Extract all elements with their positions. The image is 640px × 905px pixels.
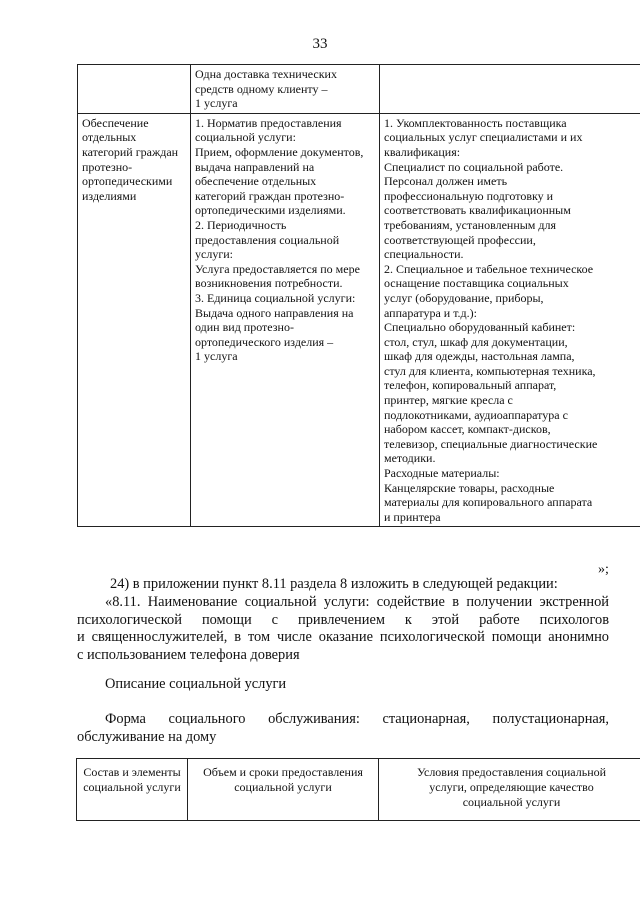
- header-line: услуги, определяющие качество: [429, 780, 594, 794]
- cell-line: выдача направлений на: [195, 159, 315, 174]
- header-line: Состав и элементы: [83, 765, 181, 779]
- table-row: [78, 113, 640, 527]
- cell-line: отдельных: [82, 130, 137, 145]
- header-line: социальной услуги: [462, 795, 561, 809]
- table-header-cell: [379, 759, 640, 821]
- service-name-paragraph: [77, 594, 609, 664]
- cell-line: стул для клиента, компьютерная техника,: [384, 363, 596, 378]
- cell-line: набором кассет, компакт-дисков,: [384, 422, 551, 437]
- cell-line: 3. Единица социальной услуги:: [195, 290, 356, 305]
- cell-line: Персонал должен иметь: [384, 174, 508, 189]
- cell-line: категорий граждан протезно-: [195, 188, 345, 203]
- paragraph-line: и священнослужителей, в том числе оказание психологической помощи анонимно: [77, 629, 609, 645]
- paragraph-line: с использованием телефона доверия: [77, 646, 300, 663]
- paragraph-line: обслуживание на дому: [77, 728, 217, 745]
- paragraph-line: 24) в приложении пункт 8.11 раздела 8 изложить в следующей редакции:: [110, 576, 558, 592]
- service-form-paragraph: [77, 711, 609, 746]
- cell-line: средств одному клиенту –: [195, 81, 328, 96]
- cell-line: телевизор, специальные диагностические: [384, 436, 598, 451]
- cell-line: предоставления социальной: [195, 232, 340, 247]
- cell-line: обеспечение отдельных: [195, 174, 317, 189]
- heading-text: Описание социальной услуги: [105, 676, 287, 692]
- cell-line: специальности.: [384, 247, 464, 262]
- cell-line: Обеспечение: [82, 115, 149, 130]
- cell-line: принтер, мягкие кресла с: [384, 393, 513, 408]
- cell-line: возникновения потребности.: [195, 276, 343, 291]
- cell-line: и принтера: [384, 509, 441, 524]
- cell-line: Специально оборудованный кабинет:: [384, 320, 576, 335]
- cell-line: 1. Норматив предоставления: [195, 115, 342, 130]
- cell-line: ортопедического изделия –: [195, 334, 334, 349]
- closing-quote: »;: [598, 562, 609, 577]
- cell-line: изделиями: [82, 188, 137, 203]
- header-line: Объем и сроки предоставления: [203, 765, 363, 779]
- cell-line: профессиональную подготовку и: [384, 188, 554, 203]
- header-line: социальной услуги: [83, 780, 181, 794]
- table-header-row: [77, 759, 640, 821]
- table-cell: [191, 113, 380, 527]
- cell-line: услуги:: [195, 247, 233, 262]
- cell-line: Прием, оформление документов,: [195, 144, 364, 159]
- cell-line: соответствующей профессии,: [384, 232, 536, 247]
- cell-line: категорий граждан: [82, 144, 179, 159]
- table-header-cell: [188, 759, 379, 821]
- paragraph-line: «8.11. Наименование социальной услуги: содействие в получении экстренной: [105, 594, 609, 610]
- paragraph-line: психологической помощи с привлечением к этой работе психологов: [77, 611, 609, 628]
- cell-line: социальных услуг специалистами и их: [384, 130, 583, 145]
- cell-line: методики.: [384, 451, 436, 466]
- header-line: Условия предоставления социальной: [416, 765, 607, 779]
- cell-line: 1 услуга: [195, 349, 238, 364]
- cell-line: Расходные материалы:: [384, 466, 500, 481]
- cell-line: 2. Специальное и табельное техническое: [384, 261, 594, 276]
- table-cell: [191, 65, 380, 114]
- table-cell: [78, 65, 191, 114]
- cell-line: оснащение поставщика социальных: [384, 276, 569, 291]
- table-cell: [380, 65, 640, 114]
- page-number: 33: [312, 36, 328, 52]
- cell-line: квалификация:: [384, 144, 461, 159]
- table-cell: [380, 113, 640, 527]
- cell-line: ортопедическими изделиями.: [195, 203, 346, 218]
- cell-line: подлокотниками, аудиоаппаратура с: [384, 407, 568, 422]
- header-line: социальной услуги: [234, 780, 332, 794]
- cell-line: Специалист по социальной работе.: [384, 159, 564, 174]
- services-table-continued: [77, 64, 640, 527]
- cell-line: Одна доставка технических: [195, 67, 337, 81]
- table-header-cell: [77, 759, 188, 821]
- cell-line: 1. Укомплектованность поставщика: [384, 115, 567, 130]
- table-cell: [78, 113, 191, 527]
- cell-line: протезно-: [82, 159, 133, 174]
- cell-line: Выдача одного направления на: [195, 305, 354, 320]
- paragraph-line: Форма социального обслуживания: стационарная, полустационарная,: [105, 711, 609, 727]
- cell-line: материалы для копировального аппарата: [384, 495, 593, 510]
- cell-line: требованиям, установленным для: [384, 217, 557, 232]
- service-description-table: [76, 758, 640, 821]
- cell-line: социальной услуги:: [195, 130, 296, 145]
- table-row: [78, 65, 640, 114]
- cell-line: Канцелярские товары, расходные: [384, 480, 555, 495]
- cell-line: шкаф для одежды, настольная лампа,: [384, 349, 575, 364]
- cell-line: телефон, копировальный аппарат,: [384, 378, 557, 393]
- cell-line: 2. Периодичность: [195, 217, 287, 232]
- section-heading: [77, 676, 609, 694]
- cell-line: 1 услуга: [195, 96, 238, 111]
- cell-line: стол, стул, шкаф для документации,: [384, 334, 568, 349]
- amendment-paragraph: [77, 576, 609, 594]
- cell-line: соответствовать квалификационным: [384, 203, 571, 218]
- cell-line: аппаратура и т.д.):: [384, 305, 477, 320]
- cell-line: один вид протезно-: [195, 320, 294, 335]
- cell-line: услуг (оборудование, приборы,: [384, 290, 544, 305]
- cell-line: ортопедическими: [82, 174, 173, 189]
- cell-line: Услуга предоставляется по мере: [195, 261, 360, 276]
